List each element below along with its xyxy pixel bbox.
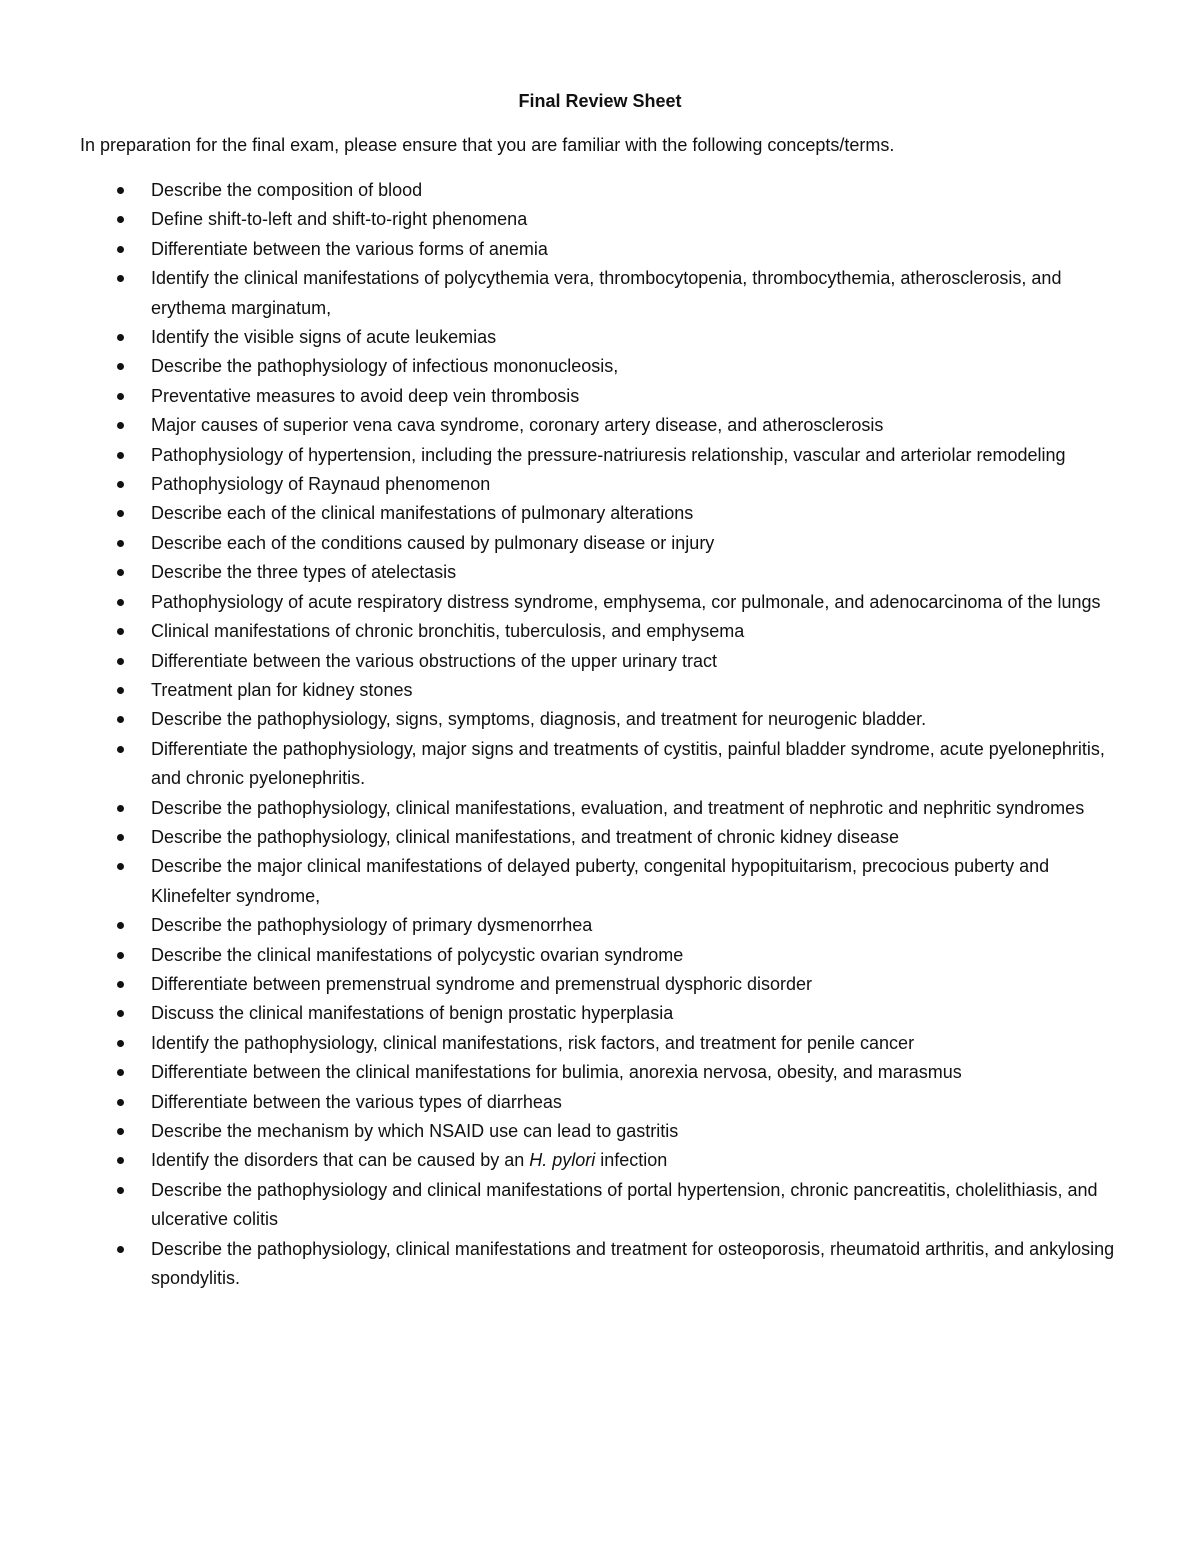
bullet-icon [117,510,124,517]
list-item-text: Identify the clinical manifestations of polycythemia vera, thrombocytopenia, thrombocythemia, atherosclerosis, and erythema marginatum, [151,268,1062,318]
bullet-icon [117,981,124,988]
bullet-icon [117,422,124,429]
document-title: Final Review Sheet [518,91,682,111]
list-item [0,382,1126,411]
list-item [0,235,1126,264]
bullet-icon [117,922,124,929]
bullet-icon [117,393,124,400]
list-item [0,176,1126,205]
list-item [0,647,1126,676]
list-item [0,1235,1126,1294]
bullet-icon [117,834,124,841]
bullet-icon [117,1157,124,1164]
bullet-icon [117,1246,124,1253]
bullet-icon [117,187,124,194]
bullet-icon [117,540,124,547]
list-item [0,970,1126,999]
list-item [0,852,1126,911]
list-item [0,1088,1126,1117]
list-item [0,941,1126,970]
list-item-text: Describe the mechanism by which NSAID use can lead to gastritis [151,1121,679,1141]
list-item-text: Describe the three types of atelectasis [151,562,457,583]
bullet-icon [117,952,124,959]
list-item-text: Differentiate between the clinical manifestations for bulimia, anorexia nervosa, obesity, and marasmus [151,1062,962,1083]
list-item [0,911,1126,940]
list-item [0,676,1126,705]
intro-paragraph: In preparation for the final exam, please ensure that you are familiar with the following concepts/terms. [80,135,895,155]
list-item [0,1176,1126,1235]
list-item-text: Pathophysiology of acute respiratory distress syndrome, emphysema, cor pulmonale, and adenocarcinoma of the lungs [151,591,1101,612]
list-item-text: Identify the pathophysiology, clinical manifestations, risk factors, and treatment for penile cancer [151,1032,915,1053]
bullet-icon [117,246,124,253]
bullet-icon [117,452,124,459]
list-item [0,558,1126,587]
list-item [0,794,1126,823]
bullet-icon [117,1040,124,1047]
bullet-icon [117,628,124,635]
list-item-text: Describe the composition of blood [151,180,423,200]
bullet-icon [117,716,124,723]
bullet-icon [117,863,124,870]
list-item [0,323,1126,352]
list-item [0,1146,1126,1175]
list-item [0,499,1126,528]
list-item-text: Preventative measures to avoid deep vein thrombosis [151,385,580,406]
bullet-icon [117,1187,124,1194]
list-item [0,1029,1126,1058]
bullet-icon [117,1128,124,1135]
bullet-icon [117,687,124,694]
bullet-icon [117,1099,124,1106]
list-item-text: Differentiate between the various types of diarrheas [151,1091,562,1112]
list-item-text: Describe the pathophysiology, clinical manifestations, and treatment of chronic kidney disease [151,826,900,847]
list-item-text: Describe the major clinical manifestations of delayed puberty, congenital hypopituitarism, precocious puberty and Klinefelter syndrome, [151,856,1050,906]
list-item-text: Differentiate between the various forms of anemia [151,238,548,259]
list-item [0,735,1126,794]
review-list [0,176,1200,1293]
list-item [0,1117,1126,1146]
list-item-text: Describe each of the conditions caused by pulmonary disease or injury [151,532,715,553]
list-item-text: Differentiate the pathophysiology, major signs and treatments of cystitis, painful bladder syndrome, acute pyelonephritis, and chronic pyelonephritis. [151,738,1105,789]
list-item [0,705,1126,734]
list-item [0,411,1126,440]
bullet-icon [117,275,124,282]
bullet-icon [117,599,124,606]
bullet-icon [117,746,124,753]
list-item-text: Describe the pathophysiology and clinical manifestations of portal hypertension, chronic pancreatitis, cholelithiasis, and ulcerative colitis [151,1179,1098,1230]
list-item-text: Describe the pathophysiology, clinical manifestations, evaluation, and treatment of nephrotic and nephritic syndromes [151,797,1085,818]
list-item-text: Clinical manifestations of chronic bronchitis, tuberculosis, and emphysema [151,621,745,642]
bullet-icon [117,569,124,576]
list-item [0,352,1126,381]
list-item [0,588,1126,617]
list-item [0,823,1126,852]
list-item-text: Discuss the clinical manifestations of benign prostatic hyperplasia [151,1003,674,1024]
list-item-text: Major causes of superior vena cava syndrome, coronary artery disease, and atherosclerosis [151,415,884,436]
list-item-text: Identify the disorders that can be caused by an H. pylori infection [151,1150,668,1171]
list-item-text: Pathophysiology of hypertension, including the pressure-natriuresis relationship, vascular and arteriolar remodeling [151,444,1066,465]
list-item-text: Describe the pathophysiology, signs, symptoms, diagnosis, and treatment for neurogenic bladder. [151,709,927,730]
list-item-text: Describe the pathophysiology of infectious mononucleosis, [151,356,619,377]
list-item-text: Describe the clinical manifestations of polycystic ovarian syndrome [151,944,684,965]
list-item [0,441,1126,470]
list-item [0,470,1126,499]
bullet-icon [117,658,124,665]
bullet-icon [117,1069,124,1076]
list-item [0,529,1126,558]
list-item [0,1058,1126,1087]
list-item-text: Define shift-to-left and shift-to-right phenomena [151,209,528,230]
list-item [0,205,1126,234]
list-item-text: Pathophysiology of Raynaud phenomenon [151,474,491,495]
list-item-text: Identify the visible signs of acute leukemias [151,327,497,348]
list-item-text: Describe each of the clinical manifestations of pulmonary alterations [151,503,694,524]
bullet-icon [117,481,124,488]
bullet-icon [117,363,124,370]
list-item-text: Describe the pathophysiology of primary dysmenorrhea [151,915,593,936]
bullet-icon [117,1010,124,1017]
bullet-icon [117,805,124,812]
bullet-icon [117,334,124,341]
list-item-text: Describe the pathophysiology, clinical manifestations and treatment for osteoporosis, rheumatoid arthritis, and ankylosing spondylitis. [151,1238,1115,1289]
list-item-text: Treatment plan for kidney stones [151,679,413,700]
list-item [0,264,1126,323]
bullet-icon [117,216,124,223]
list-item-text: Differentiate between premenstrual syndrome and premenstrual dysphoric disorder [151,973,813,994]
list-item [0,617,1126,646]
list-item-text: Differentiate between the various obstructions of the upper urinary tract [151,650,717,671]
list-item [0,999,1126,1028]
